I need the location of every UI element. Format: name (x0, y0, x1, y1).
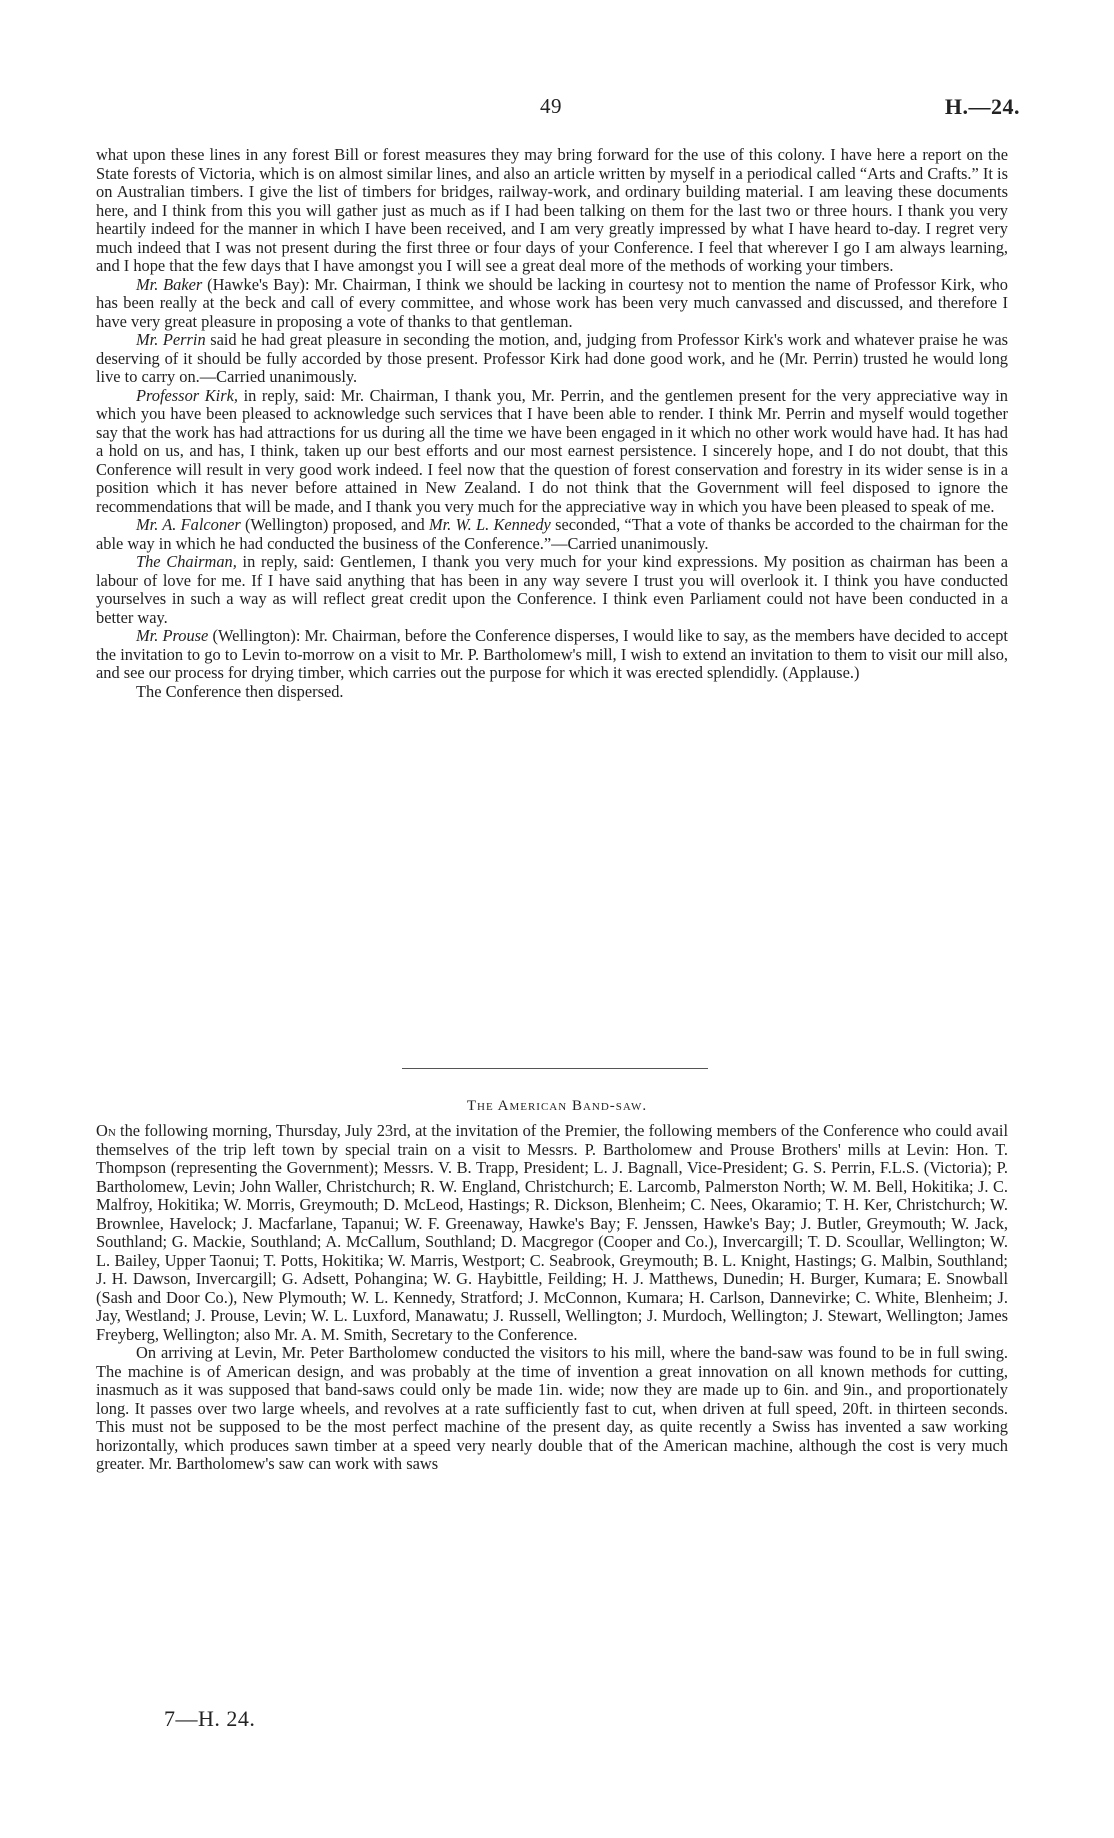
paragraph-attendees (96, 1122, 1008, 1344)
paragraph-chairman (96, 553, 1008, 627)
conference-proceedings (96, 146, 1008, 701)
speaker-name: The Chairman, (136, 552, 237, 571)
speech-text: (Wellington) proposed, and (240, 515, 429, 534)
speaker-name: Mr. Prouse (136, 626, 209, 645)
paragraph-prouse (96, 627, 1008, 683)
paragraph-band-saw: On arriving at Levin, Mr. Peter Bartholomew conducted the visitors to his mill, where the band-saw was found to be in full swing. The machine is of American design, and was probably at the time of invention a great innovation on all known methods for cutting, inasmuch as it was supposed that band-saws could only be made 1in. wide; now they are made up to 6in. and 9in., and proportionately long. It passes over two large wheels, and revolves at a rate sufficiently fast to cut, when driven at full speed, 20ft. in thirteen seconds. This must not be supposed to be the most perfect machine of the present day, as quite recently a Swiss has invented a saw working horizontally, which produces sawn timber at a speed very nearly double that of the American machine, although the cost is very much greater. Mr. Bartholomew's saw can work with saws (96, 1343, 1008, 1473)
section-divider (402, 1068, 708, 1069)
paragraph-perrin (96, 331, 1008, 387)
speech-text: said he had great pleasure in seconding the motion, and, judging from Professor Kirk's work and whatever praise he was deserving of it should be fully accorded by those present. Professor Kirk had done good work, and he (Mr. Perrin) trusted he would long live to carry on.—Carried unanimously. (96, 330, 1009, 386)
speech-text: (Wellington): Mr. Chairman, before the Conference disperses, I would like to say, as the members have decided to accept the invitation to go to Levin to-morrow on a visit to Mr. P. Bartholomew's mill, I wish to extend an invitation to them to visit our mill also, and see our process for drying timber, which carries out the purpose for which it was erected splendidly. (Applause.) (96, 626, 1008, 682)
speech-text: seconded, “That a vote of thanks be accorded to the chairman for the able way in which he had conducted the business of the Conference.”—Carried unanimously. (96, 515, 1008, 553)
speech-text: in reply, said: Mr. Chairman, I thank you, Mr. Perrin, and the gentlemen present for the very appreciative way in which you have been pleased to acknowledge such services that I have been able to render. I think Mr. Perrin and myself would together say that the work has had attractions for us during all the time we have been engaged in it which no other work would have had. It has had a hold on us, and has, I think, taken up our best efforts and our most earnest persistence. I sincerely hope, and I do not doubt, that this Conference will result in very good work indeed. I feel now that the question of forest conservation and forestry in its wider sense is in a position which it has never before attained in New Zealand. I do not think that the Government will feel disposed to ignore the recommendations that will be made, and I thank you very much for the appreciative way in which you have been pleased to speak of me. (96, 385, 1008, 516)
speaker-name: Mr. A. Falconer (136, 515, 241, 534)
speaker-name: Mr. Baker (136, 274, 203, 294)
paragraph-baker (96, 276, 1008, 332)
speaker-name: Mr. Perrin (136, 330, 206, 349)
speaker-name: Mr. W. L. Kennedy (428, 515, 551, 534)
paragraph-falconer (96, 516, 1008, 553)
paragraph-dispersed: The Conference then dispersed. (136, 681, 344, 701)
band-saw-section (96, 1122, 1008, 1474)
attendee-text: the following morning, Thursday, July 23rd, at the invitation of the Premier, the following members of the Conference who could avail themselves of the trip left town by special train on a visit to Messrs. P. Bartholomew and Prouse Brothers' mills at Levin: Hon. T. Thompson (representing the Government); Messrs. V. B. Trapp, President; L. J. Bagnall, Vice-President; G. S. Perrin, F.L.S. (Victoria); P. Bartholomew, Levin; John Waller, Christchurch; R. W. England, Christchurch; E. Larcomb, Palmerston North; W. M. Bell, Hokitika; J. C. Malfroy, Hokitika; W. Morris, Greymouth; D. McLeod, Hastings; R. Dickson, Blenheim; C. Nees, Okaramio; T. H. Ker, Christchurch; W. Brownlee, Havelock; J. Macfarlane, Tapanui; W. F. Greenaway, Hawke's Bay; F. Jenssen, Hawke's Bay; J. Butler, Greymouth; W. Jack, Southland; G. Mackie, Southland; A. McCallum, Southland; D. Macgregor (Cooper and Co.), Invercargill; T. D. Scoullar, Wellington; W. L. Bailey, Upper Taonui; T. Potts, Hokitika; W. Marris, Westport; C. Seabrook, Greymouth; B. L. Knight, Hastings; G. Malbin, Southland; J. H. Dawson, Invercargill; G. Adsett, Pohangina; W. G. Haybittle, Feilding; H. J. Matthews, Dunedin; H. Burger, Kumara; E. Snowball (Sash and Door Co.), New Plymouth; W. L. Kennedy, Stratford; J. McConnon, Kumara; H. Carlson, Dannevirke; C. White, Blenheim; J. Jay, Westland; J. Prouse, Levin; W. L. Luxford, Manawatu; J. Russell, Wellington; J. Murdoch, Wellington; J. Stewart, Wellington; James Freyberg, Wellington; also Mr. A. M. Smith, Secretary to the Conference. (96, 1121, 1008, 1344)
paragraph-kirk (96, 387, 1008, 517)
section-title: The American Band-saw. (466, 1098, 648, 1114)
page-number: 49 (540, 94, 562, 118)
speaker-name: Professor Kirk, (136, 385, 238, 405)
speech-text: in reply, said: Gentlemen, I thank you very much for your kind expressions. My position as chairman has been a labour of love for me. If I have said anything that has been in any way severe I trust you will overlook it. I think you have conducted yourselves in such a way as will reflect great credit upon the Conference. I think even Parliament could not have been conducted in a better way. (96, 552, 1009, 627)
lead-word: On (96, 1121, 116, 1140)
document-reference: H.—24. (944, 94, 1020, 119)
paragraph-continuation: what upon these lines in any forest Bill or forest measures they may bring forward for the use of this colony. I have here a report on the State forests of Victoria, which is on almost similar lines, and also an article written by myself in a periodical called “Arts and Crafts.” It is on Australian timbers. I give the list of timbers for bridges, railway-work, and ordinary building material. I am leaving these documents here, and I think from this you will gather just as much as if I had been talking on them for the last two or three hours. I thank you very heartily indeed for the manner in which I have been received, and I am very greatly impressed by what I have heard to-day. I regret very much indeed that I was not present during the first three or four days of your Conference. I feel that wherever I go I am always learning, and I hope that the few days that I have amongst you I will see a great deal more of the methods of working your timbers. (96, 145, 1008, 275)
signature-mark: 7—H. 24. (164, 1706, 256, 1731)
speech-text: (Hawke's Bay): Mr. Chairman, I think we should be lacking in courtesy not to mention the name of Professor Kirk, who has been really at the beck and call of every committee, and whose work has been very much canvassed and discussed, and therefore I have very great pleasure in proposing a vote of thanks to that gentleman. (96, 274, 1009, 331)
